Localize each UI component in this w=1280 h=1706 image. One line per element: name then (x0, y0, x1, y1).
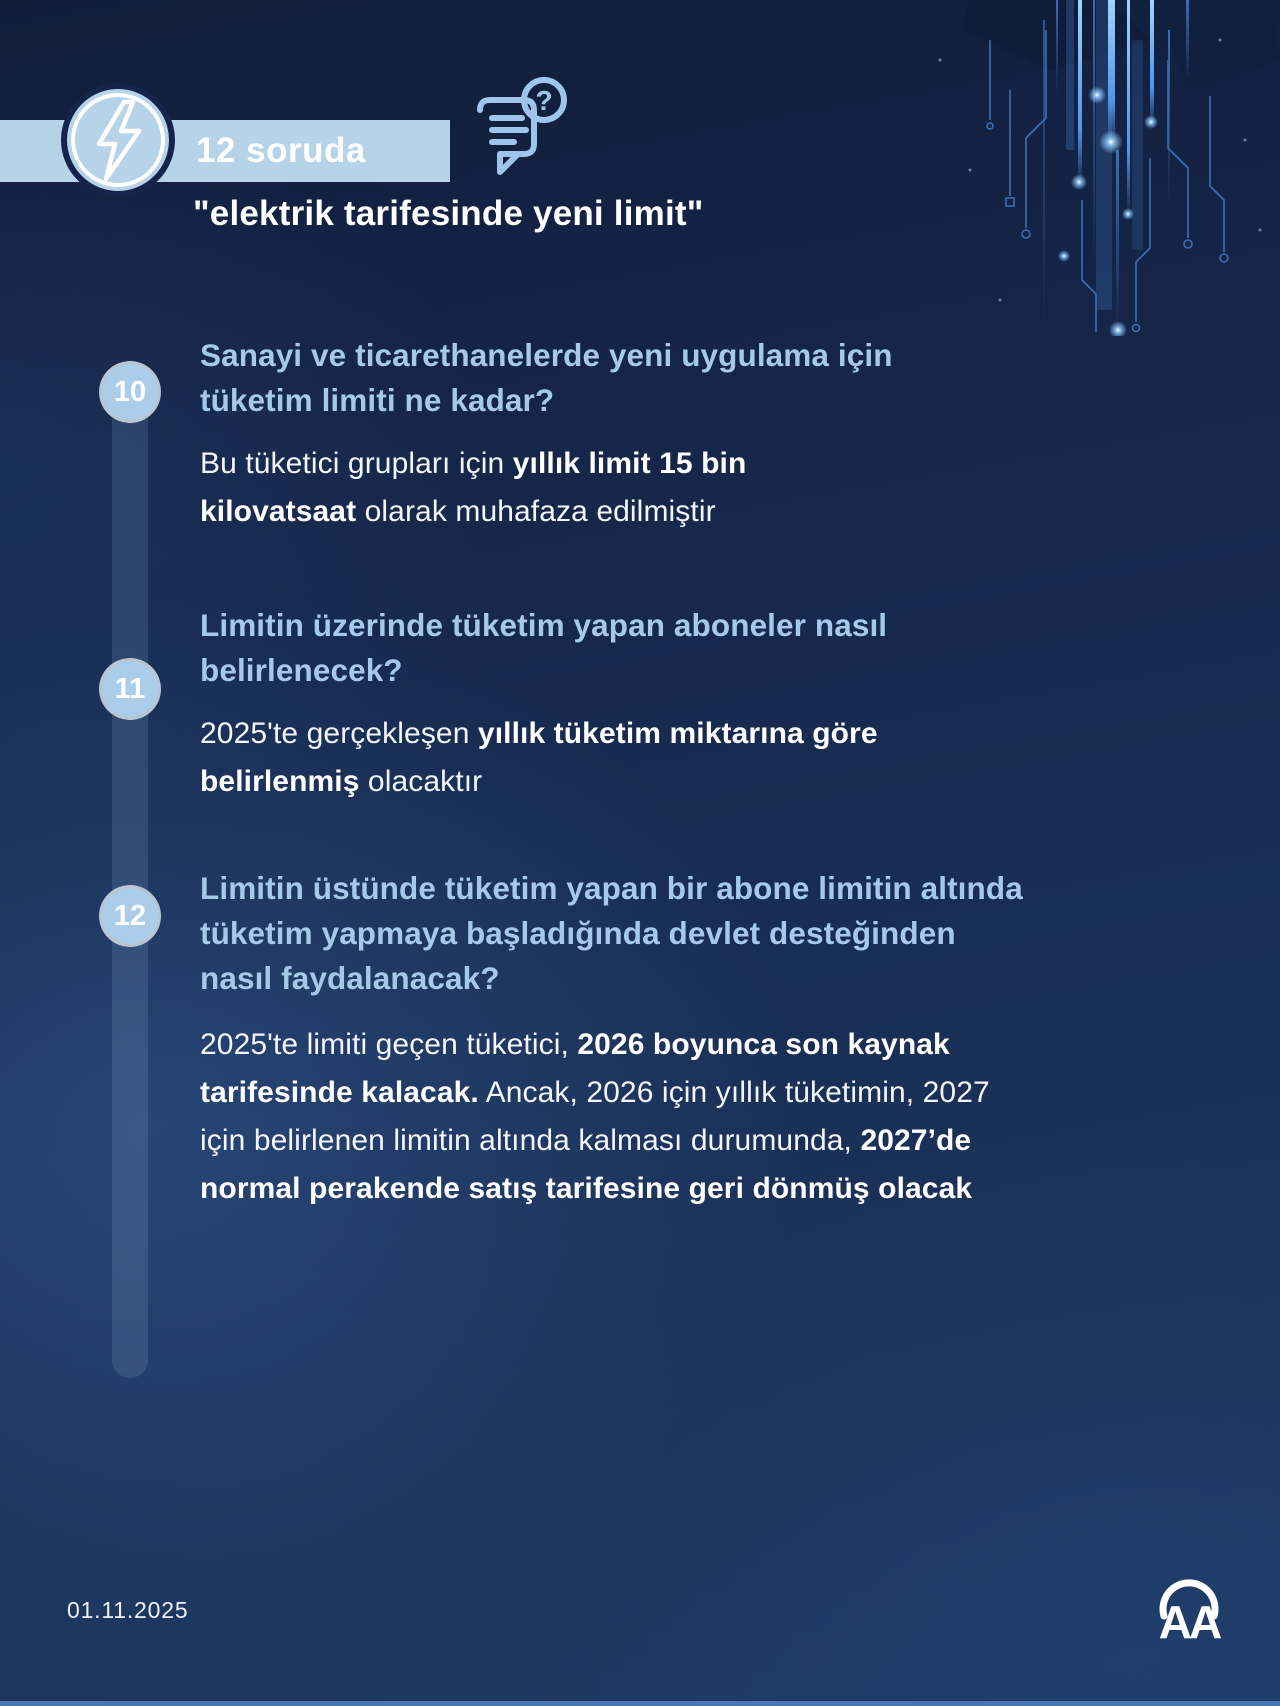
lightning-icon (60, 82, 176, 198)
svg-text:?: ? (535, 85, 553, 116)
bottom-edge-strip (0, 1701, 1280, 1706)
question-item-12 (200, 866, 1032, 1213)
answer-text: Bu tüketici grupları için yıllık limit 15 bin kilovatsaat olarak muhafaza edilmiştir (200, 447, 747, 528)
answer-text: 2025'te gerçekleşen yıllık tüketim miktarına göre belirlenmiş olacaktır (200, 717, 878, 798)
page-title: "elektrik tarifesinde yeni limit" (193, 194, 704, 233)
badge-question-count: 12 soruda (196, 131, 366, 170)
anadolu-agency-logo (1150, 1572, 1228, 1644)
question-text: Limitin üstünde tüketim yapan bir abone limitin altında tüketim yapmaya başladığında devlet desteğinden nasıl faydalanacak? (200, 870, 1023, 996)
question-number: 10 (113, 375, 147, 408)
question-number-badge-10 (99, 361, 161, 423)
question-chat-icon (466, 76, 568, 184)
question-text: Sanayi ve ticarethanelerde yeni uygulama için tüketim limiti ne kadar? (200, 337, 893, 418)
question-number-badge-12 (99, 885, 161, 947)
question-text: Limitin üzerinde tüketim yapan aboneler nasıl belirlenecek? (200, 607, 888, 688)
timeline-band (112, 390, 148, 1378)
circuit-decoration (850, 0, 1280, 336)
question-number: 11 (114, 672, 146, 705)
question-number: 12 (113, 899, 147, 932)
publication-date: 01.11.2025 (67, 1597, 189, 1623)
question-item-11 (200, 603, 1000, 806)
question-number-badge-11 (99, 658, 161, 720)
question-item-10 (200, 333, 1012, 536)
answer-text: 2025'te limiti geçen tüketici, 2026 boyunca son kaynak tarifesinde kalacak. Ancak, 2026 için yıllık tüketimin, 2027 için belirlenen limitin altında kalması durumunda, 2027’de normal perakende satış tarifesine geri dönmüş olacak (200, 1028, 990, 1205)
svg-text:AA: AA (1158, 1596, 1220, 1644)
